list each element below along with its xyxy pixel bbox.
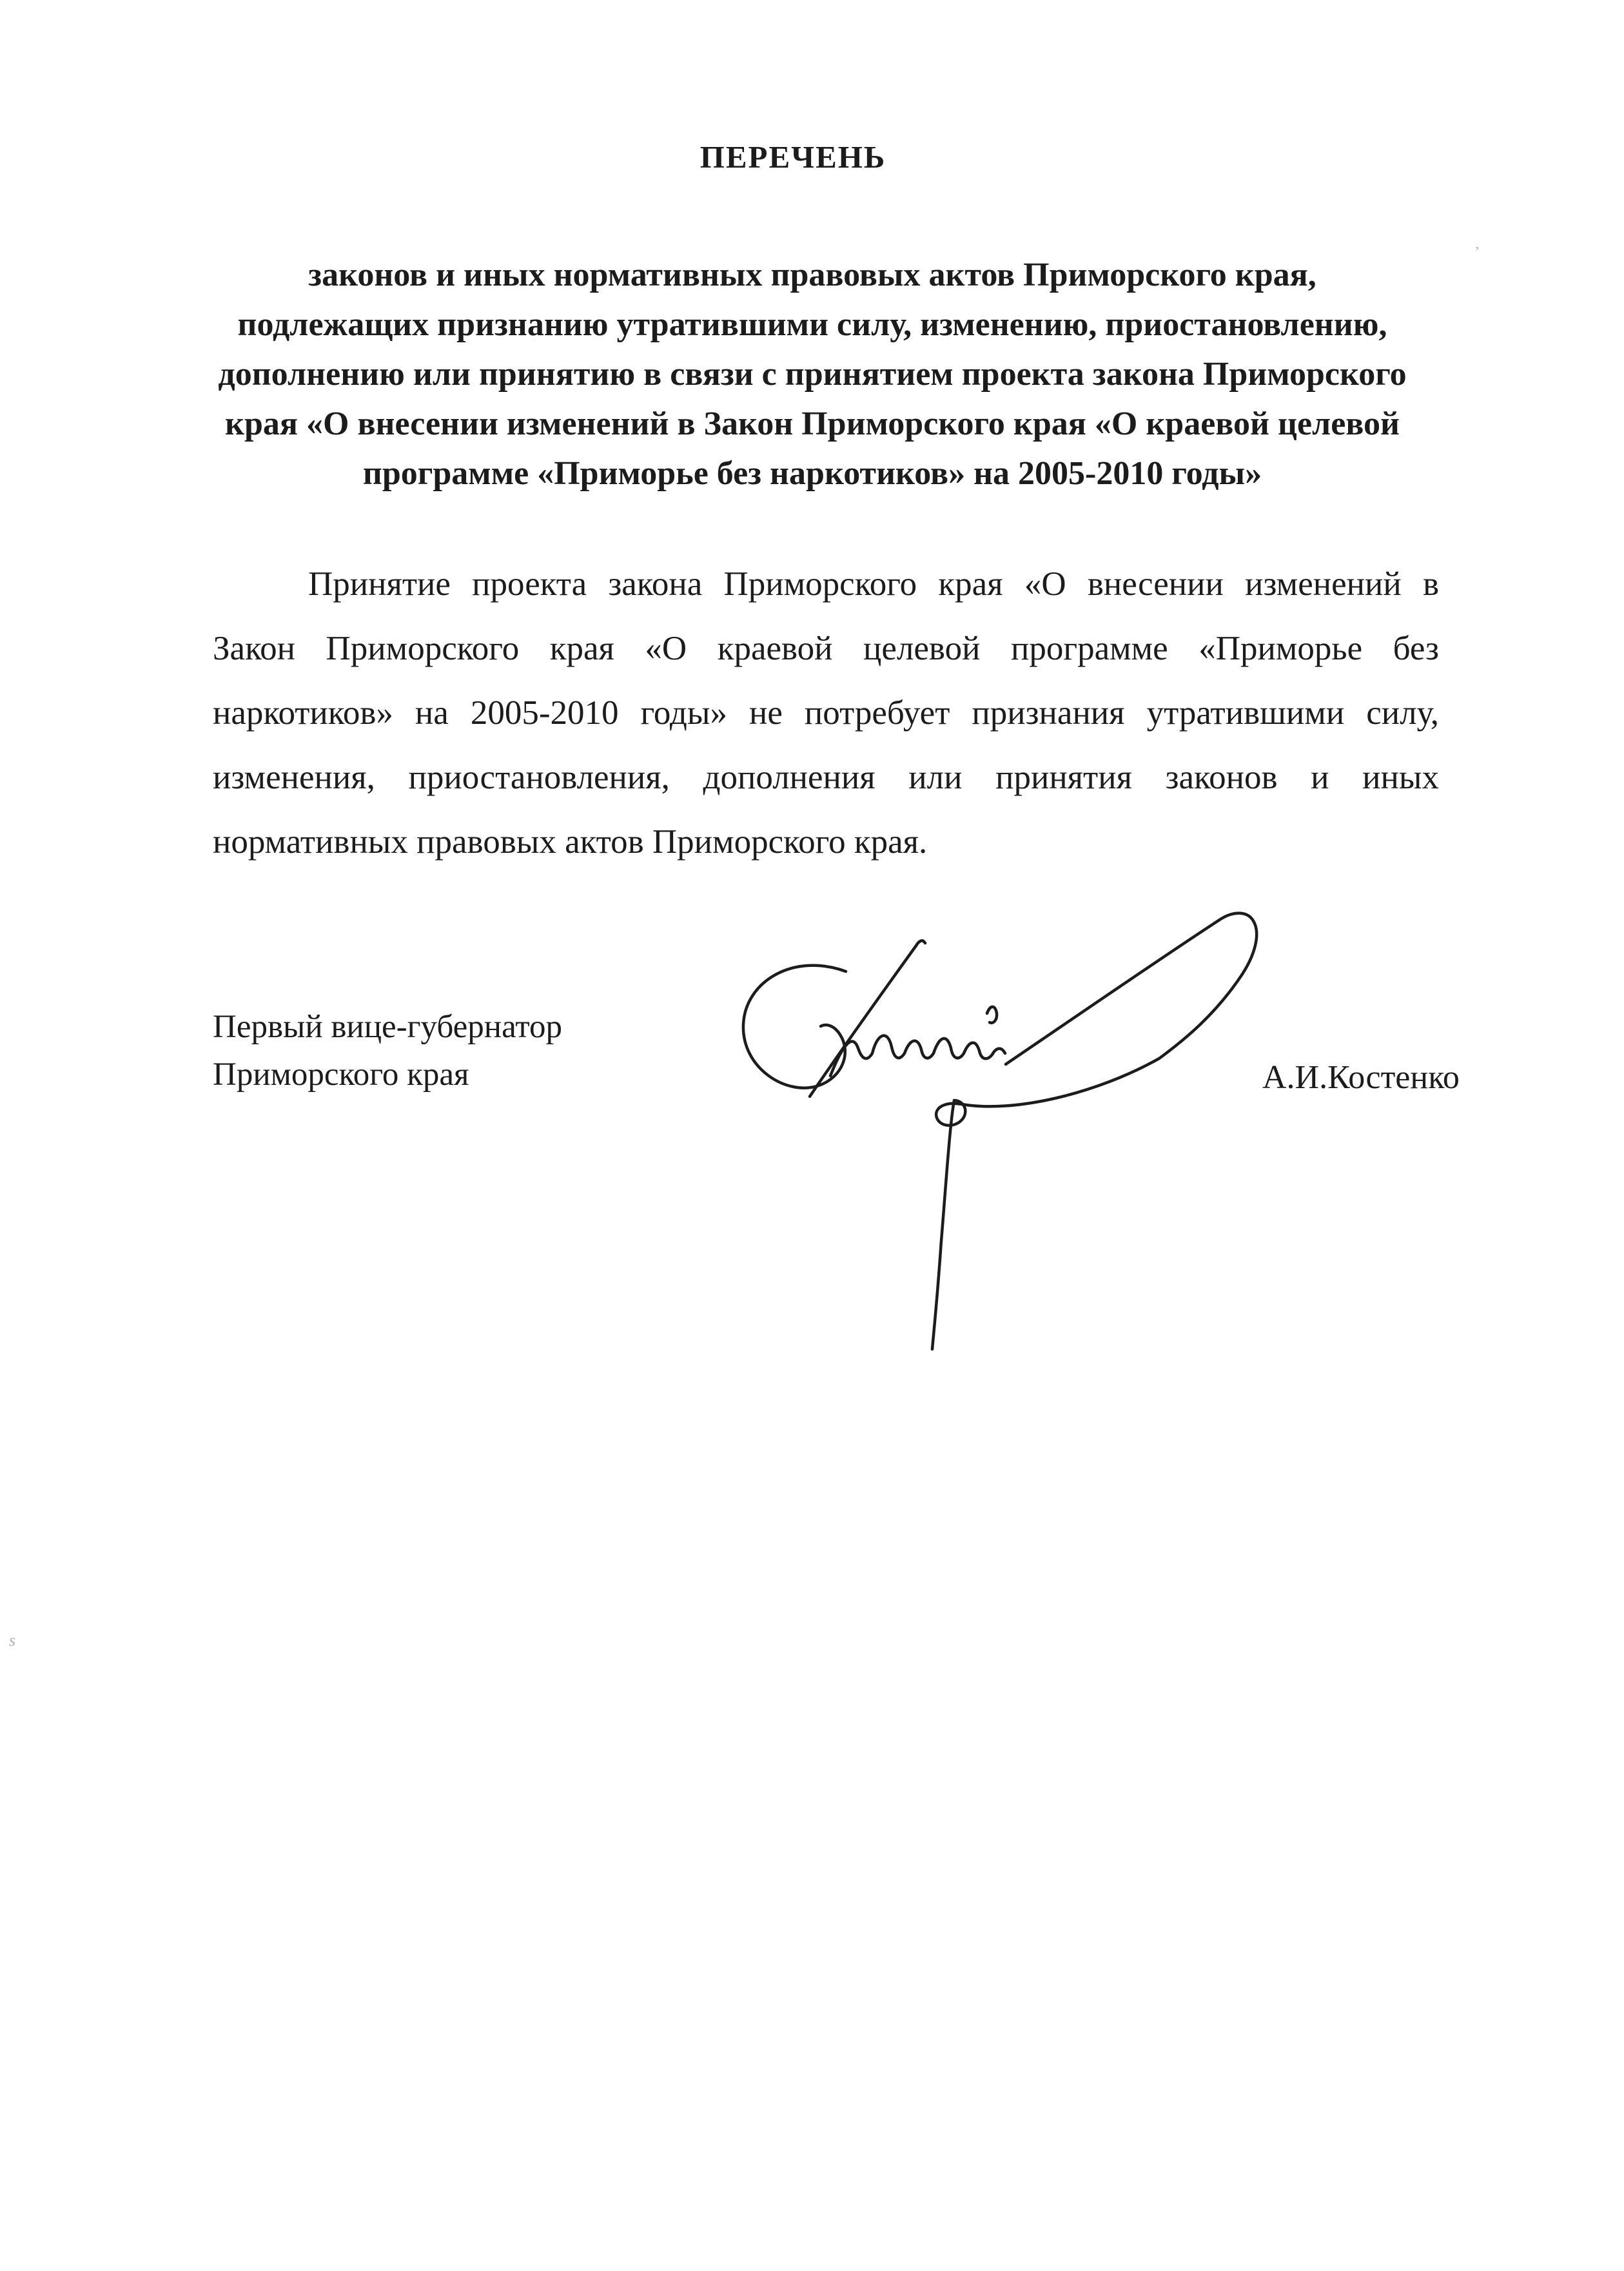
signer-position-line: Приморского края [213, 1057, 469, 1093]
body-line: Закон Приморского края «О краевой целевой программе «Приморье без [213, 630, 1439, 667]
subtitle-line: края «О внесении изменений в Закон Приморского края «О краевой целевой [225, 405, 1400, 442]
document-title: ПЕРЕЧЕНЬ [699, 139, 886, 175]
subtitle-line: дополнению или принятию в связи с принятием проекта закона Приморского [218, 356, 1407, 393]
scan-speck-left-edge: s [9, 1631, 16, 1650]
body-line: нормативных правовых актов Приморского края. [213, 823, 928, 861]
body-line: наркотиков» на 2005-2010 годы» не потребует признания утратившими силу, [213, 694, 1439, 732]
scan-speck-top-right: ʼ [1474, 244, 1479, 260]
document-subtitle [213, 250, 1412, 498]
subtitle-line: законов и иных нормативных правовых актов Приморского края, [308, 257, 1316, 293]
body-line: изменения, приостановления, дополнения или принятия законов и иных [213, 759, 1439, 796]
signer-position-line: Первый вице-губернатор [213, 1009, 563, 1045]
subtitle-line: подлежащих признанию утратившими силу, изменению, приостановлению, [237, 306, 1387, 343]
body-paragraph [213, 552, 1439, 874]
body-line: Принятие проекта закона Приморского края «О внесении изменений в [308, 565, 1439, 603]
signer-position [213, 1003, 793, 1098]
handwritten-signature-icon [735, 899, 1302, 1363]
signer-name: А.И.Костенко [1262, 1059, 1460, 1096]
subtitle-line: программе «Приморье без наркотиков» на 2005-2010 годы» [362, 455, 1262, 492]
signature-stroke [743, 913, 1257, 1349]
